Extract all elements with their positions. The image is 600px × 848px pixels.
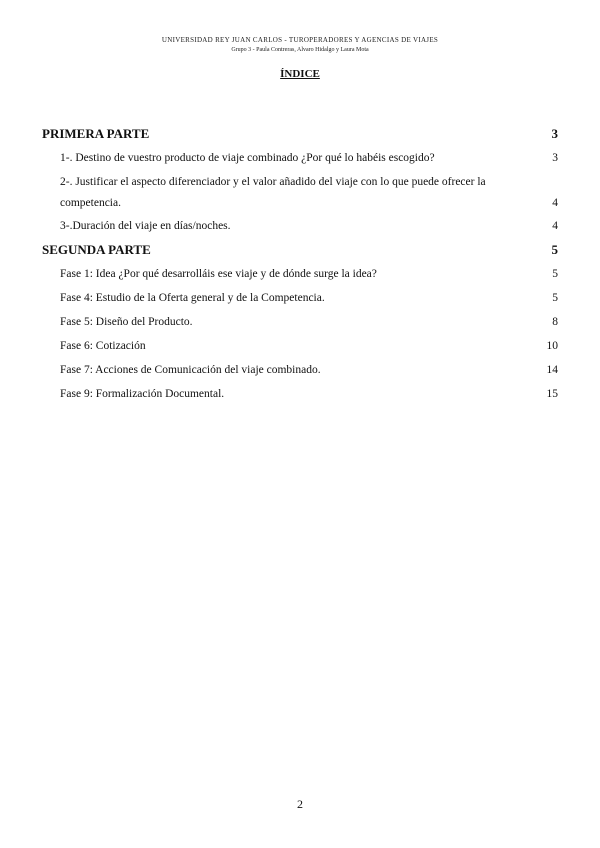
toc-entry-label: 1-. Destino de vuestro producto de viaje combinado ¿Por qué lo habéis escogido? [60, 152, 435, 164]
toc-entry-fase-5[interactable] [42, 312, 558, 336]
toc-part-label: SEGUNDA PARTE [42, 242, 151, 257]
toc-entry-label: Fase 4: Estudio de la Oferta general y de la Competencia. [60, 292, 325, 304]
toc-page-number: 4 [552, 220, 558, 232]
toc-entry-label: Fase 7: Acciones de Comunicación del viaje combinado. [60, 364, 321, 376]
toc-part-label: PRIMERA PARTE [42, 126, 150, 141]
header-group: Grupo 3 - Paula Contreras, Alvaro Hidalgo y Laura Mota [231, 47, 369, 53]
toc-entry-fase-9[interactable] [42, 384, 558, 408]
toc-page-number: 4 [552, 197, 558, 209]
toc-part-primera[interactable] [42, 124, 558, 148]
toc-page-number: 5 [551, 242, 558, 257]
toc-page-number: 14 [546, 364, 558, 376]
toc-entry-fase-1[interactable] [42, 264, 558, 288]
toc-entry-fase-6[interactable] [42, 336, 558, 360]
header-university: UNIVERSIDAD REY JUAN CARLOS - TUROPERADORES Y AGENCIAS DE VIAJES [161, 36, 439, 44]
toc-entry-label: 2-. Justificar el aspecto diferenciador y el valor añadido del viaje con lo que puede ofrecer la competencia. [60, 176, 486, 209]
toc-entry-fase-4[interactable] [42, 288, 558, 312]
toc-entry-duracion[interactable] [42, 216, 558, 240]
toc-entry-fase-7[interactable] [42, 360, 558, 384]
toc-entry-justificar[interactable] [42, 172, 558, 216]
toc-entry-destino[interactable] [42, 148, 558, 172]
index-title: ÍNDICE [280, 68, 320, 80]
toc-page-number: 15 [546, 388, 558, 400]
toc-entry-label: Fase 9: Formalización Documental. [60, 388, 225, 400]
toc-entry-label: 3-.Duración del viaje en días/noches. [60, 220, 231, 232]
table-of-contents [42, 124, 558, 408]
toc-page-number: 5 [552, 292, 558, 304]
toc-page-number: 8 [552, 316, 558, 328]
toc-entry-label: Fase 1: Idea ¿Por qué desarrolláis ese viaje y de dónde surge la idea? [60, 268, 377, 280]
toc-page-number: 5 [552, 268, 558, 280]
toc-part-segunda[interactable] [42, 240, 558, 264]
page-footer-number: 2 [297, 797, 303, 811]
toc-entry-label: Fase 6: Cotización [60, 340, 146, 352]
toc-page-number: 3 [552, 152, 558, 164]
toc-page-number: 3 [551, 126, 558, 141]
toc-entry-label: Fase 5: Diseño del Producto. [60, 316, 193, 328]
toc-page-number: 10 [546, 340, 558, 352]
